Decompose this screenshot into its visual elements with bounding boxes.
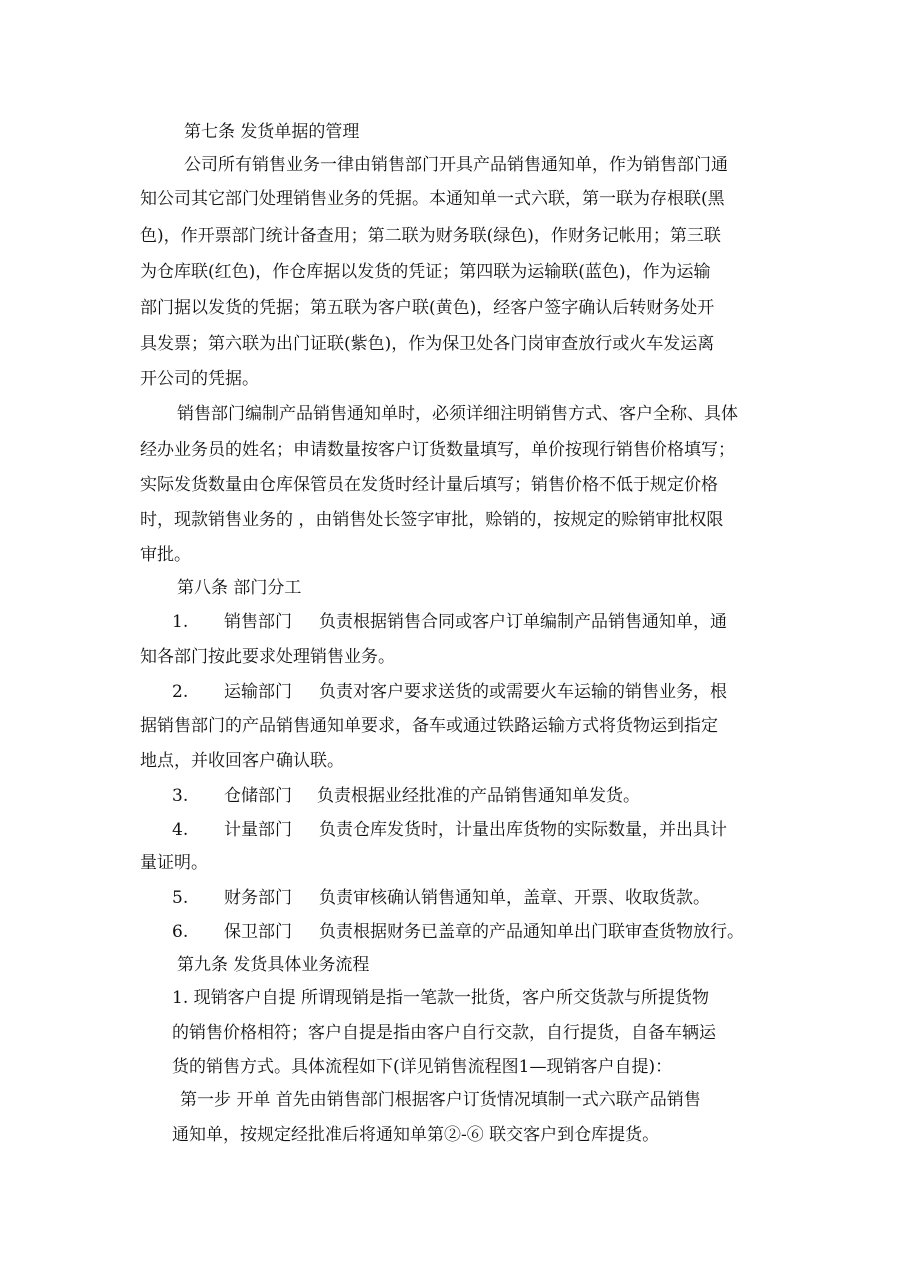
- item-4-description: 负责仓库发货时，计量出库货物的实际数量，并出具计: [319, 820, 727, 840]
- article-7-p2-line-4: 时，现款销售业务的 ，由销售处长签字审批，赊销的，按规定的赊销审批权限: [140, 510, 724, 530]
- flow-item-1-first-line: 1. 现销客户自提 所谓现销是指一笔款一批货，客户所交货款与所提货物: [172, 988, 710, 1008]
- article-7-p2-line-2: 经办业务员的姓名；申请数量按客户订货数量填写，单价按现行销售价格填写；: [140, 440, 735, 460]
- step-1-line-2: 通知单，按规定经批准后将通知单第②-⑥ 联交客户到仓库提货。: [172, 1125, 660, 1145]
- article-7-p2-line-5: 审批。: [140, 545, 191, 565]
- item-3-description: 负责根据业经批准的产品销售通知单发货。: [317, 786, 640, 806]
- item-6-number: 6.: [172, 922, 189, 942]
- item-5-number: 5.: [172, 888, 189, 908]
- article-8-heading: 第八条 部门分工: [177, 578, 302, 598]
- item-6-department: 保卫部门: [224, 922, 292, 942]
- item-2-number: 2.: [172, 682, 189, 702]
- item-3-department: 仓储部门: [224, 786, 292, 806]
- article-7-p1-line-3: 色)，作开票部门统计备查用；第二联为财务联(绿色)，作财务记帐用；第三联: [140, 226, 721, 246]
- item-5-department: 财务部门: [224, 888, 292, 908]
- item-6-description: 负责根据财务已盖章的产品通知单出门联审查货物放行。: [319, 922, 744, 942]
- article-7-p1-line-1: 公司所有销售业务一律由销售部门开具产品销售通知单，作为销售部门通: [184, 155, 728, 175]
- article-7-p1-line-2: 知公司其它部门处理销售业务的凭据。本通知单一式六联，第一联为存根联(黑: [140, 189, 725, 209]
- item-2-continuation-1: 据销售部门的产品销售通知单要求，备车或通过铁路运输方式将货物运到指定: [140, 716, 718, 736]
- item-4-continuation: 量证明。: [140, 853, 208, 873]
- step-1-first-line: 第一步 开单 首先由销售部门根据客户订货情况填制一式六联产品销售: [180, 1090, 701, 1110]
- item-3-number: 3.: [172, 786, 189, 806]
- item-1-number: 1.: [172, 612, 189, 632]
- article-7-p1-line-6: 具发票；第六联为出门证联(紫色)，作为保卫处各门岗审查放行或火车发运离: [140, 334, 715, 354]
- item-5-description: 负责审核确认销售通知单，盖章、开票、收取货款。: [319, 888, 710, 908]
- article-9-heading: 第九条 发货具体业务流程: [177, 955, 370, 975]
- item-2-continuation-2: 地点，并收回客户确认联。: [140, 751, 344, 771]
- article-7-p1-line-5: 部门据以发货的凭据；第五联为客户联(黄色)，经客户签字确认后转财务处开: [140, 298, 715, 318]
- item-2-department: 运输部门: [224, 682, 292, 702]
- article-7-heading: 第七条 发货单据的管理: [184, 122, 360, 142]
- item-2-description: 负责对客户要求送货的或需要火车运输的销售业务，根: [319, 682, 727, 702]
- article-7-p1-line-4: 为仓库联(红色)，作仓库据以发货的凭证；第四联为运输联(蓝色)，作为运输: [140, 262, 711, 282]
- article-7-p2-line-3: 实际发货数量由仓库保管员在发货时经计量后填写；销售价格不低于规定价格: [140, 475, 718, 495]
- item-4-department: 计量部门: [224, 820, 292, 840]
- flow-item-1-line-2: 的销售价格相符；客户自提是指由客户自行交款，自行提货，自备车辆运: [172, 1023, 716, 1043]
- article-7-p2-line-1: 销售部门编制产品销售通知单时，必须详细注明销售方式、客户全称、具体: [177, 404, 738, 424]
- item-1-continuation: 知各部门按此要求处理销售业务。: [140, 647, 395, 667]
- flow-item-1-line-3: 货的销售方式。具体流程如下(详见销售流程图1—现销客户自提)：: [172, 1057, 673, 1077]
- item-4-number: 4.: [172, 820, 189, 840]
- item-1-department: 销售部门: [224, 612, 292, 632]
- item-1-description: 负责根据销售合同或客户订单编制产品销售通知单，通: [319, 612, 727, 632]
- article-7-p1-line-7: 开公司的凭据。: [140, 369, 259, 389]
